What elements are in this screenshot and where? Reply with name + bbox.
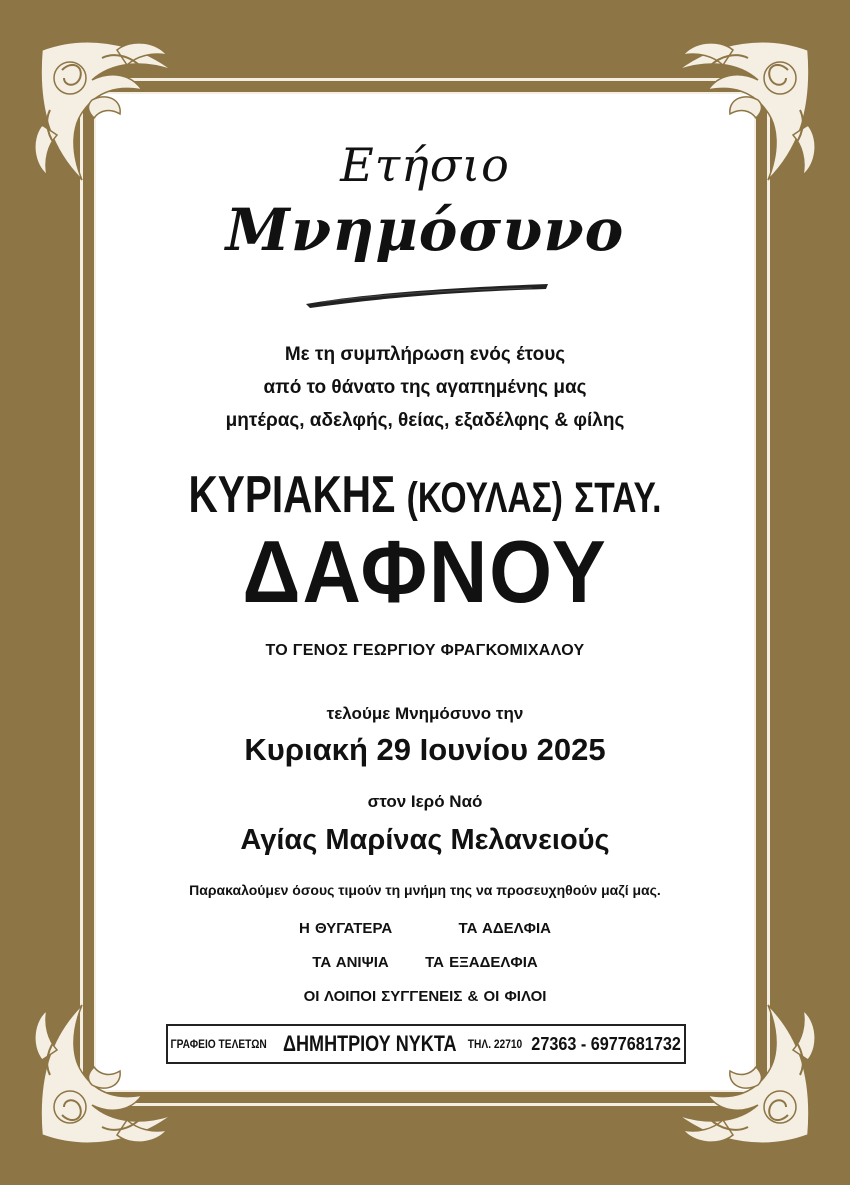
prayer-request: Παρακαλούμεν όσους τιμούν τη μνήμη της να προσευχηθούν μαζί μας. — [189, 882, 661, 898]
service-lead: τελούμε Μνημόσυνο την — [326, 704, 524, 723]
funeral-home-phones: 27363 - 6977681732 — [531, 1033, 682, 1054]
heading-line1: Ετήσιο — [340, 138, 510, 192]
deceased-surname: ΔΑΦΝΟΥ — [242, 522, 608, 621]
notice-content — [96, 94, 754, 1090]
signatory-siblings: ΤΑ ΑΔΕΛΦΙΑ — [458, 920, 551, 937]
deceased-maiden-name: ΤΟ ΓΕΝΟΣ ΓΕΩΡΓΙΟΥ ΦΡΑΓΚΟΜΙΧΑΛΟΥ — [265, 642, 585, 659]
deceased-name-line — [168, 464, 681, 529]
brush-stroke-icon — [302, 280, 552, 310]
funeral-home-tel-label: ΤΗΛ. 22710 — [468, 1037, 523, 1051]
funeral-home-prefix: ΓΡΑΦΕΙΟ ΤΕΛΕΤΩΝ — [170, 1037, 268, 1051]
service-church: Αγίας Μαρίνας Μελανειούς — [240, 824, 610, 856]
signatory-others: ΟΙ ΛΟΙΠΟΙ ΣΥΓΓΕΝΕΙΣ & ΟΙ ΦΙΛΟΙ — [303, 988, 547, 1005]
signatories-row — [96, 954, 754, 971]
signatories-row — [96, 920, 754, 937]
service-place-lead: στον Ιερό Ναό — [367, 792, 483, 811]
heading-line2: Μνημόσυνο — [225, 196, 625, 264]
funeral-home-box — [166, 1024, 686, 1064]
intro-line: από το θάνατο της αγαπημένης μας — [263, 377, 587, 398]
signatory-daughter: Η ΘΥΓΑΤΕΡΑ — [299, 920, 393, 937]
deceased-middle-name: ΣΤΑΥ. — [574, 474, 662, 522]
signatory-nephews: ΤΑ ΑΝΙΨΙΑ — [312, 954, 389, 971]
signatory-cousins: ΤΑ ΕΞΑΔΕΛΦΙΑ — [425, 954, 538, 971]
deceased-nickname: (ΚΟΥΛΑΣ) — [406, 474, 563, 522]
intro-line: Με τη συμπλήρωση ενός έτους — [284, 344, 566, 365]
funeral-home-name: ΔΗΜΗΤΡΙΟΥ ΝΥΚΤΑ — [282, 1031, 457, 1056]
intro-text — [96, 338, 754, 437]
deceased-first-name: ΚΥΡΙΑΚΗΣ — [188, 466, 396, 524]
intro-line: μητέρας, αδελφής, θείας, εξαδέλφης & φίλης — [225, 410, 625, 431]
service-date: Κυριακή 29 Ιουνίου 2025 — [244, 732, 606, 767]
